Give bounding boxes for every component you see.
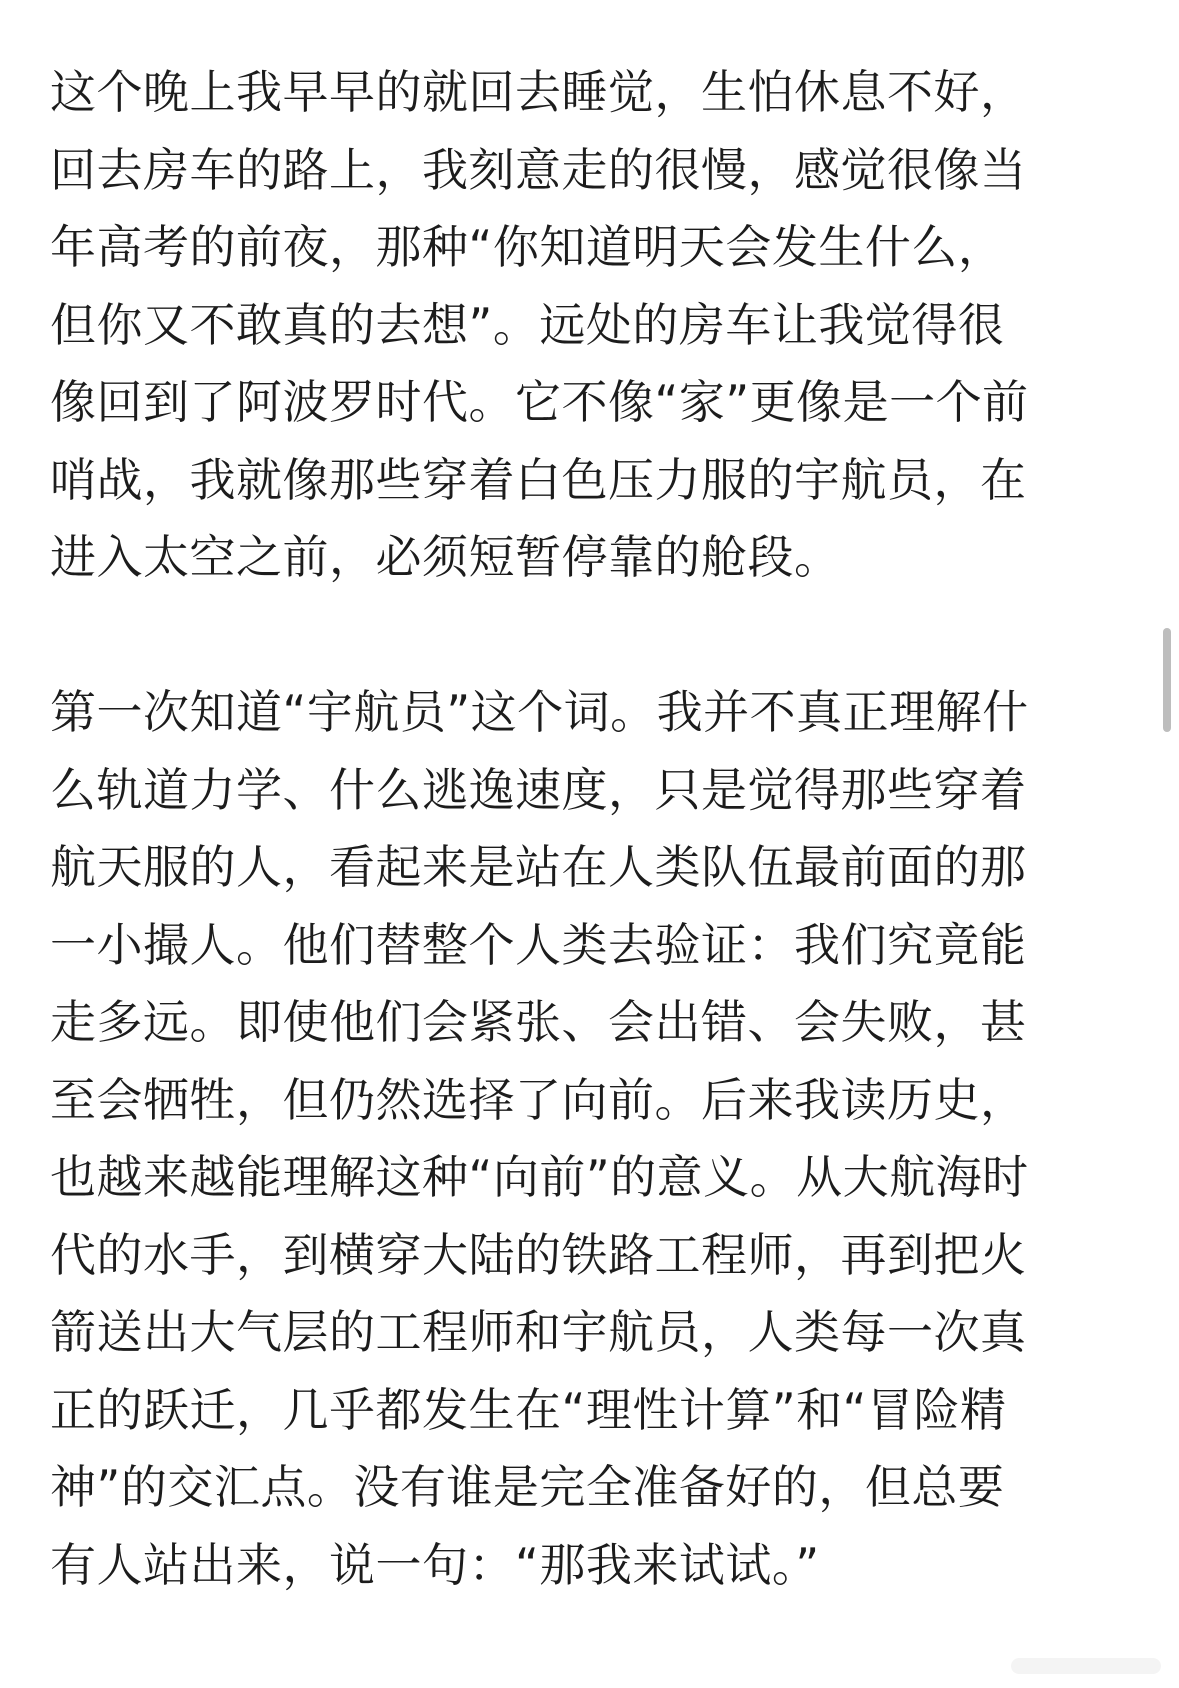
paragraph-2 bbox=[50, 674, 1140, 1604]
text-line: 这个晚上我早早的就回去睡觉，生怕休息不好， bbox=[50, 65, 1027, 119]
text-line: 第一次知道“宇航员”这个词。我并不真正理解什 bbox=[50, 685, 1029, 739]
text-line: 正的跃迁，几乎都发生在“理性计算”和“冒险精 bbox=[50, 1382, 1007, 1437]
article-body bbox=[50, 54, 1140, 1604]
watermark-logo bbox=[1011, 1652, 1161, 1680]
text-line: 回去房车的路上，我刻意走的很慢，感觉很像当 bbox=[50, 142, 1027, 197]
text-line: 也越来越能理解这种“向前”的意义。从大航海时 bbox=[50, 1150, 1029, 1204]
text-line: 有人站出来，说一句：“那我来试试。” bbox=[50, 1537, 820, 1592]
text-line: 航天服的人，看起来是站在人类队伍最前面的那 bbox=[50, 840, 1027, 894]
paragraph-spacer bbox=[50, 597, 1140, 675]
text-line: 像回到了阿波罗时代。它不像“家”更像是一个前 bbox=[50, 375, 1029, 429]
text-line: 但你又不敢真的去想”。远处的房车让我觉得很 bbox=[50, 297, 1005, 352]
text-line: 走多远。即使他们会紧张、会出错、会失败，甚 bbox=[50, 995, 1027, 1049]
text-line: 箭送出大气层的工程师和宇航员，人类每一次真 bbox=[50, 1305, 1027, 1359]
scrollbar-thumb[interactable] bbox=[1163, 628, 1171, 732]
text-line: 至会牺牲，但仍然选择了向前。后来我读历史， bbox=[50, 1072, 1027, 1127]
text-line: 年高考的前夜，那种“你知道明天会发生什么， bbox=[50, 220, 1005, 274]
text-line: 一小撮人。他们替整个人类去验证：我们究竟能 bbox=[50, 917, 1027, 972]
text-line: 么轨道力学、什么逃逸速度，只是觉得那些穿着 bbox=[50, 762, 1027, 817]
text-line: 神”的交汇点。没有谁是完全准备好的，但总要 bbox=[50, 1460, 1005, 1514]
text-line: 代的水手，到横穿大陆的铁路工程师，再到把火 bbox=[50, 1227, 1027, 1282]
paragraph-1 bbox=[50, 54, 1140, 597]
text-line: 进入太空之前，必须短暂停靠的舱段。 bbox=[50, 530, 841, 584]
text-line: 哨战，我就像那些穿着白色压力服的宇航员，在 bbox=[50, 452, 1027, 507]
